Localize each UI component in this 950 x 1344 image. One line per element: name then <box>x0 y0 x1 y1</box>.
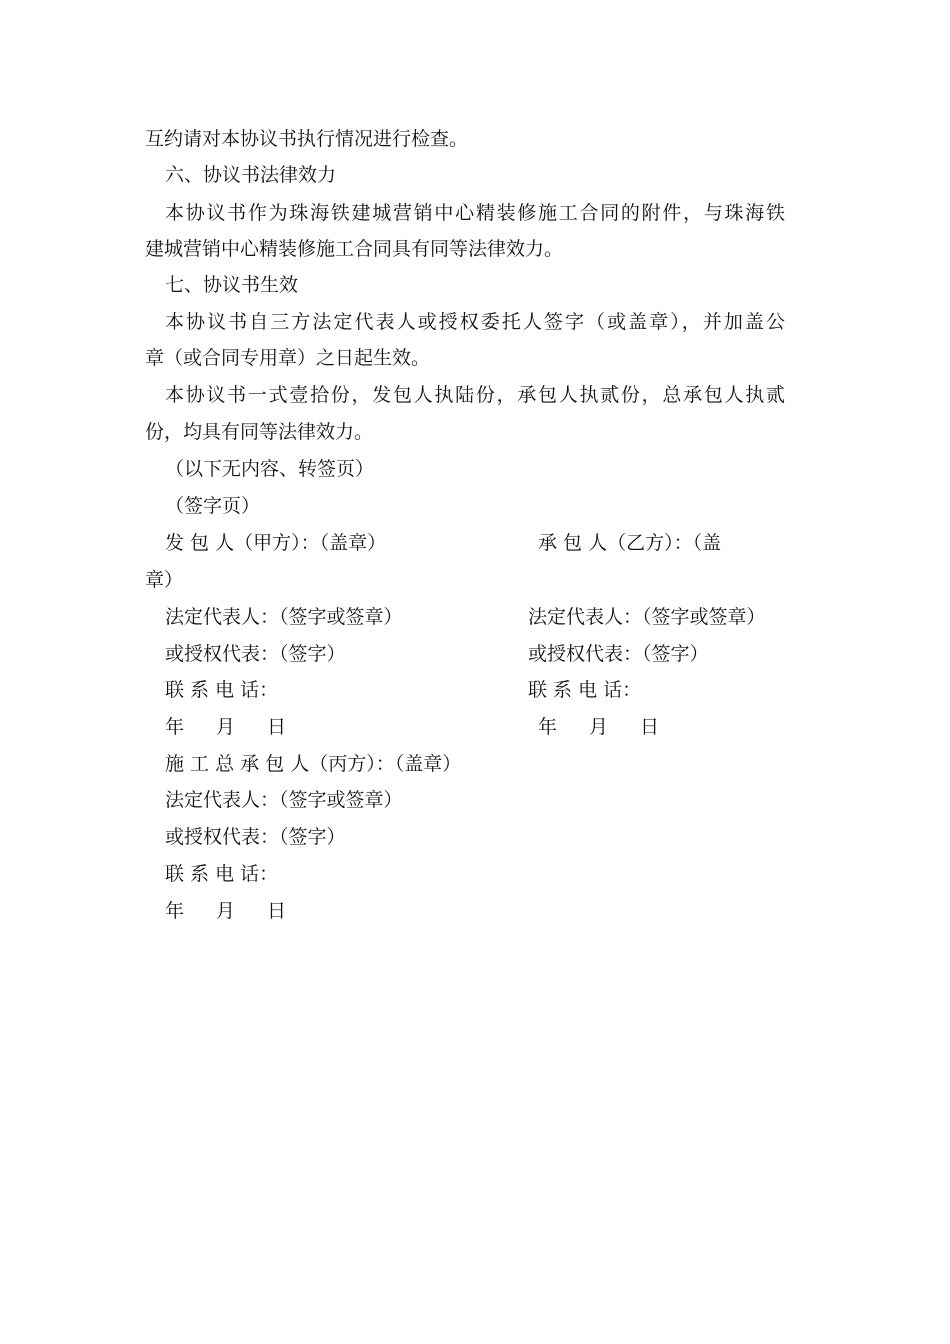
party-a-date-month: 月 <box>216 716 236 738</box>
section6-heading: 六、协议书法律效力 <box>165 164 337 186</box>
party-c-phone: 联 系 电 话： <box>165 863 279 885</box>
party-b-agent: 或授权代表：（签字） <box>528 643 709 665</box>
sign-page-note: （签字页） <box>165 495 261 517</box>
section7-para1-line1 <box>165 313 785 332</box>
party-a-phone: 联 系 电 话： <box>165 679 279 701</box>
party-c-date-month: 月 <box>216 900 236 922</box>
party-b-title-wrap: 章） <box>145 569 184 591</box>
party-c-rep: 法定代表人：（签字或签章） <box>165 789 403 811</box>
party-a-date-year: 年 <box>165 716 185 738</box>
section7-para1-line1-text: 本协议书自三方法定代表人或授权委托人签字（或盖章），并加盖公 <box>165 311 785 333</box>
party-b-phone: 联 系 电 话： <box>528 679 642 701</box>
party-c-date <box>165 902 286 921</box>
party-b-date-year: 年 <box>538 716 558 738</box>
section7-para2-line1-text: 本协议书一式壹拾份，发包人执陆份，承包人执贰份，总承包人执贰 <box>165 384 785 406</box>
party-c-date-day: 日 <box>267 900 287 922</box>
party-c-date-year: 年 <box>165 900 185 922</box>
party-a-title: 发 包 人（甲方）：（盖章） <box>165 532 387 554</box>
section5-tail-text: 互约请对本协议书执行情况进行检查。 <box>145 128 469 150</box>
party-a-date-day: 日 <box>267 716 287 738</box>
section6-body-line2: 建城营销中心精装修施工合同具有同等法律效力。 <box>145 238 564 260</box>
party-b-date-month: 月 <box>589 716 609 738</box>
section6-body-line1-text: 本协议书作为珠海铁建城营销中心精装修施工合同的附件，与珠海铁 <box>165 202 785 224</box>
section7-para2-line2: 份，均具有同等法律效力。 <box>145 421 374 443</box>
party-c-title: 施 工 总 承 包 人（丙方）：（盖章） <box>165 753 462 775</box>
section7-para1-line2: 章（或合同专用章）之日起生效。 <box>145 347 431 369</box>
party-c-agent: 或授权代表：（签字） <box>165 826 346 848</box>
section6-body-line1 <box>165 204 785 223</box>
party-b-title: 承 包 人（乙方）：（盖 <box>538 532 722 554</box>
party-a-rep: 法定代表人：（签字或签章） <box>165 606 403 628</box>
party-b-date-day: 日 <box>640 716 660 738</box>
section7-heading: 七、协议书生效 <box>165 274 299 296</box>
party-b-date <box>538 718 659 737</box>
no-content-note: （以下无内容、转签页） <box>165 458 375 480</box>
party-a-date <box>165 718 286 737</box>
party-a-agent: 或授权代表：（签字） <box>165 643 346 665</box>
section7-para2-line1 <box>165 386 785 405</box>
party-b-rep: 法定代表人：（签字或签章） <box>528 606 766 628</box>
